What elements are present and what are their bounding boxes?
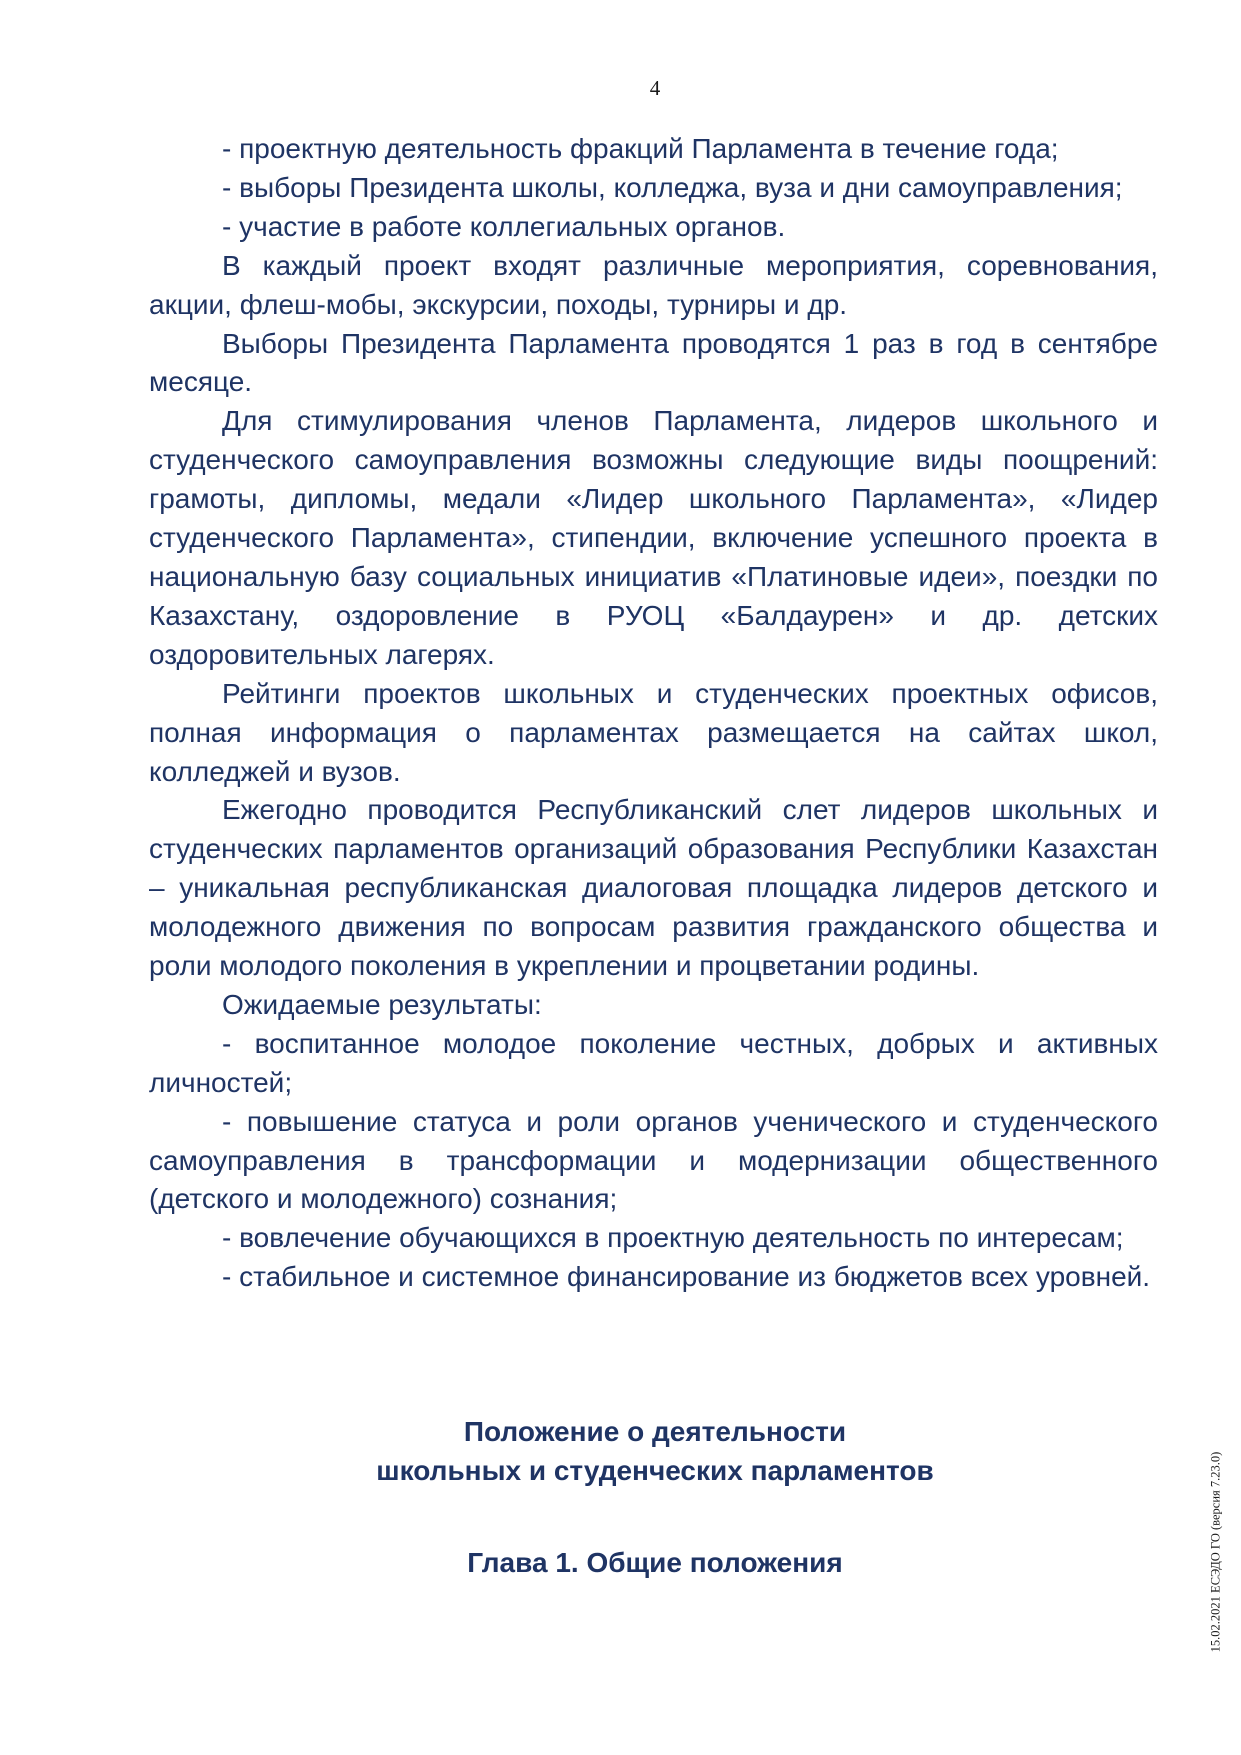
paragraph-elections-schedule: Выборы Президента Парламента проводятся 1 раз в год в сентябре месяце. <box>149 327 1158 398</box>
paragraph-expected-results: Ожидаемые результаты: <box>222 988 542 1020</box>
list-item-result-generation: - воспитанное молодое поколение честных, добрых и активных личностей; <box>149 1027 1158 1098</box>
paragraph-project-events: В каждый проект входят различные мероприятия, соревнования, акции, флеш-мобы, экскурсии, походы, турниры и др. <box>149 249 1158 320</box>
paragraph-incentives: Для стимулирования членов Парламента, лидеров школьного и студенческого самоуправления возможны следующие виды поощрений: грамоты, дипломы, медали «Лидер школьного Парламента», «Лидер студенческого Парламента», стипендии, включение успешного проекта в национальную базу социальных инициатив «Платиновые идеи», поездки по Казахстану, оздоровление в РУОЦ «Балдаурен» и др. детских оздоровительных лагерях. <box>149 405 1158 670</box>
chapter-heading: Глава 1. Общие положения <box>467 1547 843 1578</box>
list-item-result-financing: - стабильное и системное финансирование из бюджетов всех уровней. <box>222 1261 1151 1293</box>
section-heading-line-2: школьных и студенческих парламентов <box>376 1455 934 1486</box>
list-item-project-activity: - проектную деятельность фракций Парламента в течение года; <box>222 133 1059 164</box>
paragraph-republican-rally: Ежегодно проводится Республиканский слет лидеров школьных и студенческих парламентов организаций образования Республики Казахстан – уникальная республиканская диалоговая площадка лидеров детского и молодежного движения по вопросам развития гражданского общества и роли молодого поколения в укреплении и процветании родины. <box>149 794 1158 982</box>
list-item-result-status: - повышение статуса и роли органов ученического и студенческого самоуправления в трансформации и модернизации общественного (детского и молодежного) сознания; <box>149 1105 1158 1215</box>
list-item-result-involvement: - вовлечение обучающихся в проектную деятельность по интересам; <box>222 1222 1124 1254</box>
section-heading <box>0 1412 1241 1490</box>
side-stamp <box>1208 1372 1224 1732</box>
section-heading-line-1: Положение о деятельности <box>463 1416 847 1447</box>
list-item-president-elections: - выборы Президента школы, колледжа, вуза и дни самоуправления; <box>222 171 1123 203</box>
document-body <box>149 130 1158 1297</box>
paragraph-ratings: Рейтинги проектов школьных и студенческих проектных офисов, полная информация о парламентах размещается на сайтах школ, колледжей и вузов. <box>149 677 1158 787</box>
side-stamp-text: 15.02.2021 ЕСЭДО ГО (версия 7.23.0) <box>1208 1451 1223 1653</box>
page-number: 4 <box>649 76 661 100</box>
list-item-collegial-bodies: - участие в работе коллегиальных органов. <box>222 210 786 242</box>
